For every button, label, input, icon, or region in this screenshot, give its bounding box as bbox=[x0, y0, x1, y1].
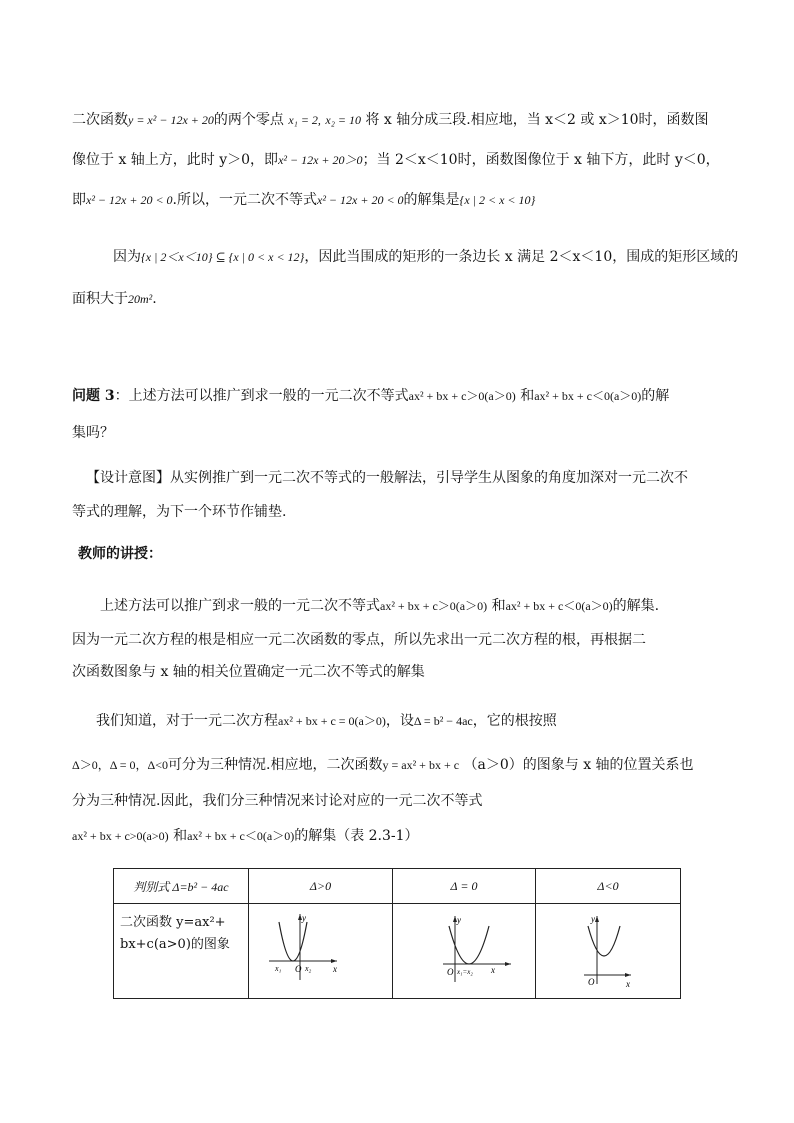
origin-label: O bbox=[588, 977, 595, 987]
y-label: y bbox=[457, 915, 461, 925]
text: ；当 2＜x＜10时，函数图像位于 x 轴下方，此时 y＜0， bbox=[362, 152, 720, 168]
formula: ax² + bx + c＜0(a＞0) bbox=[534, 389, 642, 403]
set-relation: {x | 2＜x＜10} ⊆ {x | 0 < x < 12} bbox=[141, 250, 305, 264]
question-label: 问题 3 bbox=[72, 388, 115, 404]
teacher-heading: 教师的讲授： bbox=[78, 546, 162, 562]
question3-line2 bbox=[72, 423, 728, 443]
text: 和 bbox=[173, 828, 188, 844]
y-label: y bbox=[302, 913, 306, 923]
formula: ax² + bx + c＞0(a＞0) bbox=[408, 389, 516, 403]
text: 的解集是 bbox=[403, 192, 460, 208]
x-label: x bbox=[491, 965, 495, 975]
text: ，它的根按照 bbox=[472, 713, 557, 729]
discriminant-table bbox=[113, 868, 681, 999]
header-discriminant bbox=[114, 869, 249, 904]
teach2-line4 bbox=[72, 826, 728, 846]
header-positive bbox=[249, 869, 393, 904]
formula: Δ＞0，Δ = 0，Δ<0 bbox=[72, 758, 169, 772]
parabola-no-roots-graph bbox=[536, 904, 680, 994]
formula: 20m² bbox=[128, 292, 153, 306]
origin-label: O bbox=[447, 967, 454, 977]
header-text: Δ<0 bbox=[597, 878, 619, 893]
para2-line1 bbox=[113, 247, 739, 267]
text: ，因此当围成的矩形的一条边长 x 满足 2＜x＜10，围成的矩形区域的 bbox=[304, 249, 739, 265]
row-label-line: bx+c(a>0)的图象 bbox=[120, 937, 230, 952]
teach2-line3: 分为三种情况.因此，我们分三种情况来讨论对应的一元二次不等式 bbox=[72, 793, 483, 809]
teach1-line1 bbox=[100, 596, 728, 616]
para1-line3 bbox=[72, 190, 728, 210]
text: ：上述方法可以推广到求一般的一元二次不等式 bbox=[114, 388, 409, 404]
text: ，设 bbox=[385, 713, 414, 729]
text: . bbox=[152, 291, 157, 307]
text: 我们知道，对于一元二次方程 bbox=[96, 713, 278, 729]
formula: ax² + bx + c＞0(a＞0) bbox=[380, 599, 488, 613]
parabola-curve bbox=[279, 922, 307, 961]
formula: x² − 12x + 20＞0 bbox=[278, 153, 363, 167]
formula: ax² + bx + c = 0(a＞0) bbox=[278, 714, 386, 728]
header-negative bbox=[536, 869, 681, 904]
text: 二次函数 bbox=[72, 112, 128, 128]
text: 的两个零点 bbox=[213, 112, 284, 128]
root2-label: x₂ bbox=[305, 964, 312, 973]
formula: x² − 12x + 20 < 0 bbox=[86, 193, 173, 207]
formula: Δ = b² − 4ac bbox=[413, 714, 473, 728]
header-text: Δ>0 bbox=[309, 878, 332, 893]
text: 面积大于 bbox=[72, 291, 128, 307]
formula: ax² + bx + c＜0(a＞0) bbox=[187, 829, 295, 843]
text: 的解 bbox=[641, 388, 670, 404]
teach1-line2: 因为一元二次方程的根是相应一元二次函数的零点，所以先求出一元二次方程的根，再根据二 bbox=[72, 632, 646, 648]
teach2-line1 bbox=[96, 711, 728, 731]
parabola-curve bbox=[588, 926, 620, 956]
text: .所以，一元二次不等式 bbox=[172, 192, 317, 208]
text: 和 bbox=[520, 388, 535, 404]
x-label: x bbox=[626, 979, 630, 989]
y-label: y bbox=[591, 914, 595, 924]
x-arrow bbox=[331, 959, 337, 963]
double-root-label: x₁=x₂ bbox=[457, 968, 473, 976]
formula: x² − 12x + 20 < 0 bbox=[317, 193, 404, 207]
formula: ax² + bx + c>0(a>0) bbox=[72, 829, 169, 843]
header-text: Δ = 0 bbox=[450, 878, 478, 893]
row-label-line: 二次函数 y=ax²+ bbox=[120, 915, 226, 930]
formula: x₁ = 2, bbox=[288, 113, 321, 127]
para1-line1 bbox=[72, 110, 728, 130]
origin-label: O bbox=[295, 964, 302, 974]
text: 的解集. bbox=[612, 598, 660, 614]
text: 将 x 轴分成三段.相应地，当 x＜2 或 x＞10时，函数图 bbox=[365, 112, 709, 128]
text: 上述方法可以推广到求一般的一元二次不等式 bbox=[100, 598, 380, 614]
formula: y = x² − 12x + 20 bbox=[128, 113, 214, 127]
design-line2: 等式的理解，为下一个环节作铺垫. bbox=[72, 504, 287, 520]
text: 可分为三种情况.相应地，二次函数 bbox=[168, 757, 383, 773]
text: 像位于 x 轴上方，此时 y＞0，即 bbox=[72, 152, 279, 168]
table-header-row bbox=[114, 869, 681, 904]
para2-line2 bbox=[72, 289, 728, 309]
y-arrow bbox=[595, 916, 599, 922]
row-label bbox=[114, 904, 249, 999]
x-label: x bbox=[333, 964, 337, 974]
table-graph-row bbox=[114, 904, 681, 999]
teach2-line2 bbox=[72, 755, 728, 775]
text: 因为 bbox=[113, 249, 141, 265]
text: 的解集（表 2.3-1） bbox=[294, 828, 419, 844]
header-text: 判别式 Δ=b² − 4ac bbox=[133, 879, 229, 894]
teach1-line3: 次函数图象与 x 轴的相关位置确定一元二次不等式的解集 bbox=[72, 664, 425, 680]
x-arrow bbox=[505, 962, 511, 966]
design-line1: 【设计意图】从实例推广到一元二次不等式的一般解法，引导学生从图象的角度加深对一元二次不 bbox=[86, 470, 688, 486]
text: （a＞0）的图象与 x 轴的位置关系也 bbox=[463, 757, 694, 773]
parabola-double-root-graph bbox=[393, 904, 535, 994]
formula: x₂ = 10 bbox=[325, 113, 361, 127]
para1-line2 bbox=[72, 150, 728, 170]
graph-cell-zero bbox=[393, 904, 536, 999]
x-arrow bbox=[625, 973, 631, 977]
formula: y = ax² + bx + c bbox=[382, 758, 460, 772]
text: 即 bbox=[72, 192, 86, 208]
question3-line1 bbox=[72, 386, 728, 406]
formula: ax² + bx + c＜0(a＞0) bbox=[505, 599, 613, 613]
parabola-two-roots-graph bbox=[249, 904, 392, 994]
solution-set: {x | 2 < x < 10} bbox=[459, 193, 536, 207]
root1-label: x₁ bbox=[275, 964, 282, 973]
graph-cell-negative bbox=[536, 904, 681, 999]
header-zero bbox=[393, 869, 536, 904]
graph-cell-positive bbox=[249, 904, 393, 999]
text: 和 bbox=[491, 598, 506, 614]
text: 集吗？ bbox=[72, 425, 114, 441]
